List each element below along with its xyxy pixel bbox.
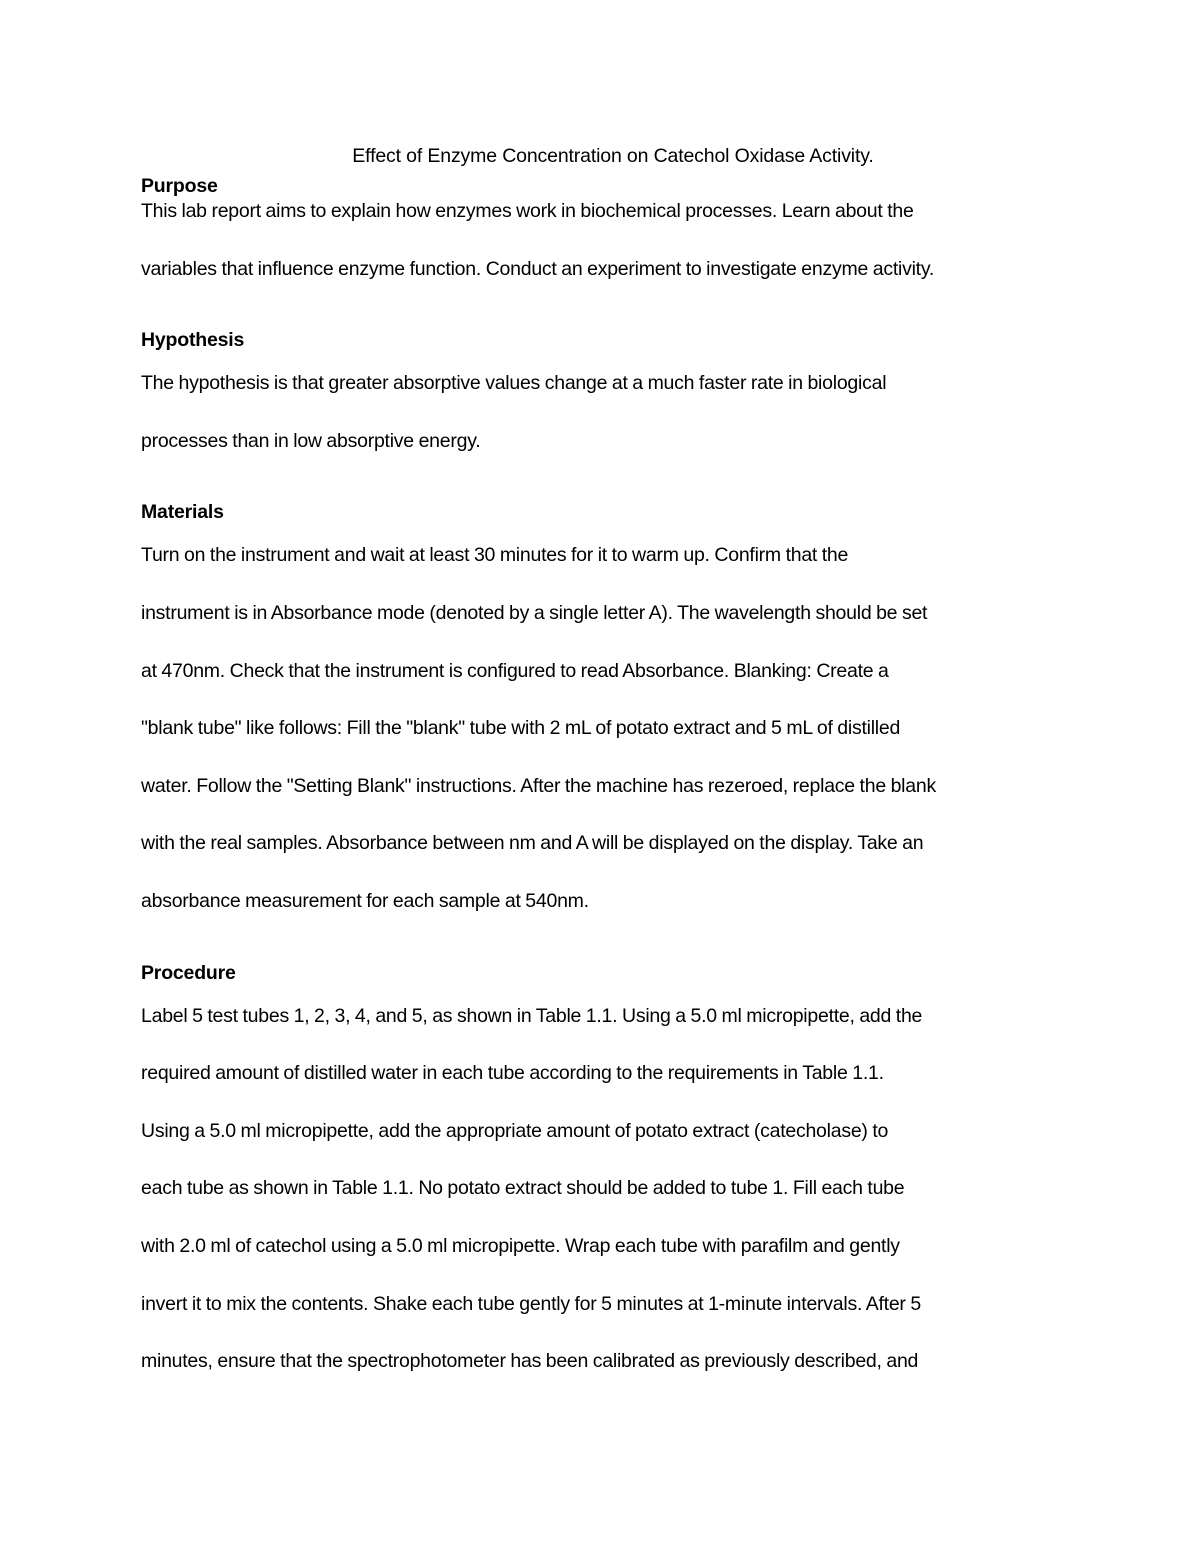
paragraph-line: "blank tube" like follows: Fill the "blank" tube with 2 mL of potato extract and 5 mL of distilled [141,717,901,740]
document-body [141,143,1061,1391]
paragraph-line: at 470nm. Check that the instrument is configured to read Absorbance. Blanking: Create a [141,659,889,682]
paragraph-line: absorbance measurement for each sample at 540nm. [141,889,589,912]
paragraph-line: each tube as shown in Table 1.1. No potato extract should be added to tube 1. Fill each tube [141,1177,905,1200]
materials-heading: Materials [141,501,224,524]
paragraph-line: with the real samples. Absorbance between nm and A will be displayed on the display. Take an [141,832,924,855]
paragraph-line: This lab report aims to explain how enzymes work in biochemical processes. Learn about the [141,200,914,222]
hypothesis-paragraph [141,355,1061,470]
procedure-heading: Procedure [141,961,236,984]
procedure-paragraph [141,988,1061,1391]
hypothesis-heading: Hypothesis [141,329,245,352]
paragraph-line: variables that influence enzyme function. Conduct an experiment to investigate enzyme activity. [141,257,935,280]
paragraph-line: minutes, ensure that the spectrophotometer has been calibrated as previously described, and [141,1350,919,1373]
paragraph-line: invert it to mix the contents. Shake each tube gently for 5 minutes at 1-minute intervals. After 5 [141,1292,921,1315]
paragraph-line: Label 5 test tubes 1, 2, 3, 4, and 5, as shown in Table 1.1. Using a 5.0 ml micropipette, add the [141,1004,923,1027]
purpose-paragraph [141,183,1061,298]
paragraph-line: required amount of distilled water in each tube according to the requirements in Table 1.1. [141,1062,884,1085]
paragraph-line: Turn on the instrument and wait at least 30 minutes for it to warm up. Confirm that the [141,544,849,567]
paragraph-line: Using a 5.0 ml micropipette, add the appropriate amount of potato extract (catecholase) to [141,1119,889,1142]
paragraph-line: processes than in low absorptive energy. [141,429,481,452]
document-title: Effect of Enzyme Concentration on Catechol Oxidase Activity. [352,145,874,167]
paragraph-line: with 2.0 ml of catechol using a 5.0 ml micropipette. Wrap each tube with parafilm and gently [141,1234,900,1257]
paragraph-line: water. Follow the "Setting Blank" instructions. After the machine has rezeroed, replace the blank [141,774,936,797]
paragraph-line: instrument is in Absorbance mode (denoted by a single letter A). The wavelength should be set [141,601,928,624]
purpose-heading: Purpose [141,175,218,197]
materials-paragraph [141,527,1061,930]
paragraph-line: The hypothesis is that greater absorptive values change at a much faster rate in biological [141,372,887,395]
